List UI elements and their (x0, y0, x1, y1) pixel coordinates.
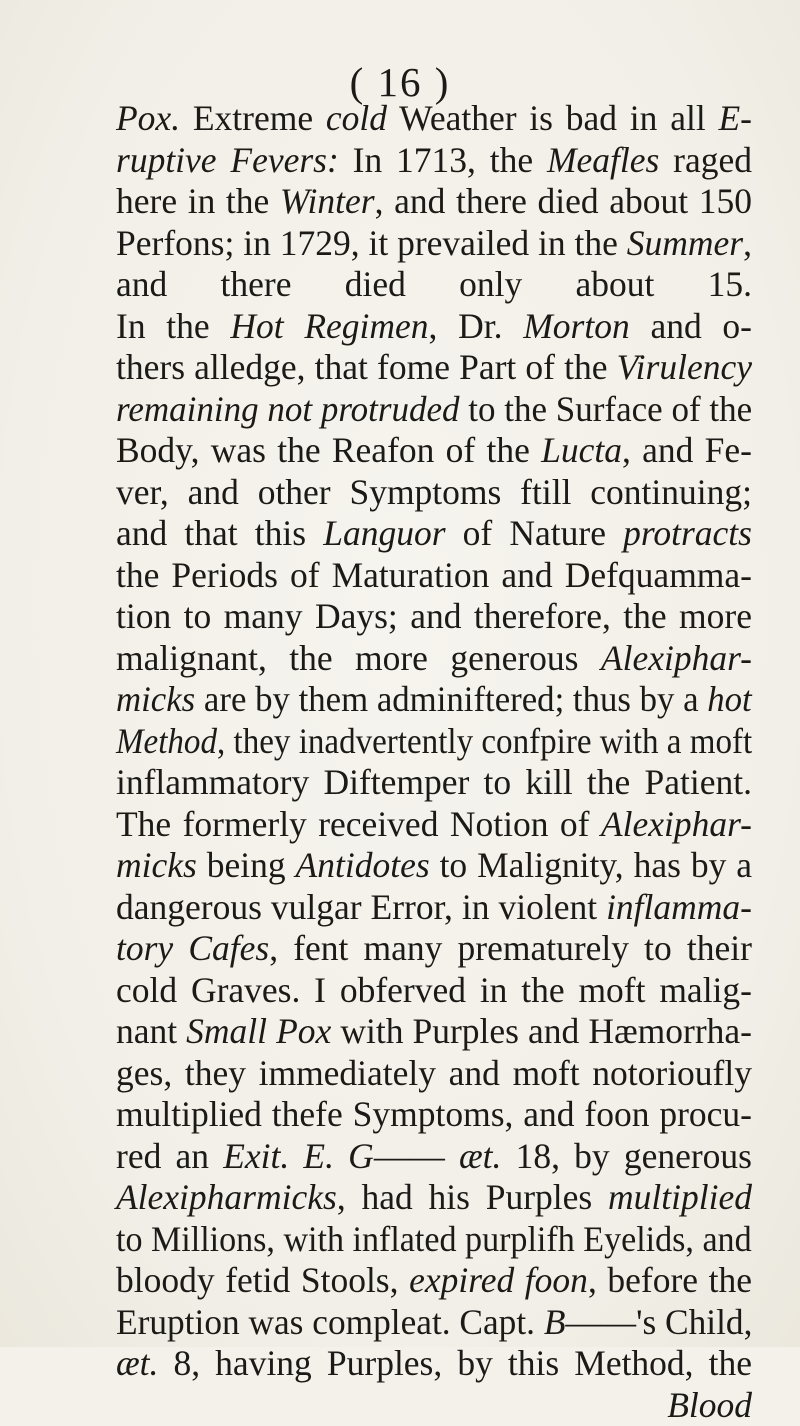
text-run: dangerous vulgar Error, in violent (116, 887, 606, 927)
text-run: ver, and other Symptoms ftill continuing; (116, 472, 752, 512)
text-line (116, 762, 752, 804)
italic-text-run: Alexiphar- (601, 638, 752, 678)
text-line (116, 1053, 752, 1095)
text-line (116, 1177, 752, 1219)
text-line (116, 679, 739, 721)
text-line (116, 264, 752, 306)
text-run: red an (116, 1136, 223, 1176)
italic-text-run: cold (326, 98, 387, 138)
text-run: —— (374, 1136, 459, 1176)
text-run: and there died only about 15. (116, 264, 752, 304)
text-run: ges, they immediately and moft notorioufly (116, 1053, 752, 1093)
italic-text-run: hot (707, 679, 751, 719)
italic-text-run: B (544, 1302, 566, 1342)
italic-text-run: tory Cafes (116, 928, 269, 968)
text-run: thers alledge, that fome Part of the (116, 347, 617, 387)
text-line (116, 1385, 752, 1426)
italic-text-run: Alexiphar- (601, 804, 752, 844)
text-run: Weather is bad in all (387, 98, 718, 138)
text-run: to the Surface of the (460, 389, 753, 429)
italic-text-run: Languor (323, 513, 445, 553)
text-run: and o- (630, 306, 752, 346)
text-line (116, 389, 743, 431)
italic-text-run: Morton (523, 306, 630, 346)
text-line (116, 181, 752, 223)
italic-text-run: Summer (627, 223, 743, 263)
text-line (116, 347, 752, 389)
text-line (116, 513, 752, 555)
text-run: being (197, 845, 296, 885)
italic-text-run: Meafles (547, 140, 659, 180)
italic-text-run: expired foon (409, 1260, 588, 1300)
text-line (116, 430, 752, 472)
text-run: here in the (116, 181, 280, 221)
italic-text-run: Virulency (617, 347, 752, 387)
body-text (116, 98, 752, 1426)
text-run: Body, was the Reafon of the (116, 430, 541, 470)
text-run: Eruption was compleat. Capt. (116, 1302, 544, 1342)
text-run: are by them adminiftered; thus by a (195, 679, 707, 719)
text-line (116, 555, 752, 597)
text-line (116, 1302, 749, 1344)
italic-text-run: Alexipharmicks (116, 1177, 337, 1217)
text-run: multiplied thefe Symptoms, and foon procu- (116, 1094, 752, 1134)
text-run: and that this (116, 513, 323, 553)
text-run: , Dr. (429, 306, 524, 346)
italic-text-run: Blood (667, 1385, 752, 1425)
text-run: the Periods of Maturation and Defquamma- (116, 555, 752, 595)
text-line (116, 804, 752, 846)
text-run: 8, having Purples, by this Method, the (158, 1343, 752, 1383)
text-run: In 1713, the (339, 140, 547, 180)
italic-text-run: ruptive Fevers: (116, 140, 339, 180)
italic-text-run: Exit. E. G (223, 1136, 374, 1176)
text-run: In the (116, 306, 230, 346)
text-line (116, 721, 708, 763)
page-number-header: ( 16 ) (0, 58, 800, 106)
italic-text-run: protracts (623, 513, 752, 553)
italic-text-run: Method (116, 721, 217, 761)
text-run: tion to many Days; and therefore, the more (116, 596, 752, 636)
italic-text-run: Small Pox (186, 1011, 331, 1051)
text-line (116, 98, 752, 140)
text-run: , (743, 223, 752, 263)
text-line (116, 306, 752, 348)
text-run: to Millions, with inflated purplifh Eyelids, and (116, 1219, 752, 1259)
italic-text-run: æt. (116, 1343, 158, 1383)
text-run: ——'s Child, (565, 1302, 752, 1342)
text-line (116, 223, 752, 265)
text-run: 18, by generous (501, 1136, 752, 1176)
text-line (116, 845, 752, 887)
italic-text-run: inflamma- (606, 887, 752, 927)
text-run: , and there died about 150 (375, 181, 752, 221)
italic-text-run: æt. (459, 1136, 501, 1176)
italic-text-run: micks (116, 845, 197, 885)
text-run: The formerly received Notion of (116, 804, 601, 844)
text-line (116, 970, 752, 1012)
text-line (116, 596, 752, 638)
text-line (116, 928, 752, 970)
italic-text-run: remaining not protruded (116, 389, 460, 429)
text-run: , before the (588, 1260, 752, 1300)
text-run: , they inadvertently confpire with a moft (217, 721, 752, 761)
italic-text-run: Winter (280, 181, 375, 221)
italic-text-run: E- (718, 98, 752, 138)
text-line (116, 140, 752, 182)
text-run: with Purples and Hæmorrha- (331, 1011, 752, 1051)
text-run: raged (659, 140, 752, 180)
text-run: inflammatory Diftemper to kill the Patient. (116, 762, 752, 802)
text-line (116, 1011, 752, 1053)
text-run: Perfons; in 1729, it prevailed in the (116, 223, 627, 263)
text-run: malignant, the more generous (116, 638, 601, 678)
text-line (116, 887, 752, 929)
text-run: , had his Purples (337, 1177, 608, 1217)
text-run: , and Fe- (622, 430, 752, 470)
text-run: of Nature (446, 513, 624, 553)
text-run: bloody fetid Stools, (116, 1260, 409, 1300)
italic-text-run: Antidotes (296, 845, 430, 885)
italic-text-run: Lucta (541, 430, 622, 470)
italic-text-run: Pox. (116, 98, 180, 138)
text-line (116, 1094, 752, 1136)
text-run: nant (116, 1011, 186, 1051)
text-line (116, 1343, 752, 1385)
text-run: Extreme (180, 98, 326, 138)
italic-text-run: Hot Regimen (230, 306, 428, 346)
text-run: , fent many prematurely to their (269, 928, 752, 968)
text-line (116, 1219, 726, 1261)
text-line (116, 638, 752, 680)
italic-text-run: multiplied (608, 1177, 752, 1217)
text-line (116, 472, 752, 514)
text-run: to Malignity, has by a (430, 845, 752, 885)
text-line (116, 1136, 752, 1178)
text-line (116, 1260, 752, 1302)
text-run: cold Graves. I obferved in the moft malig- (116, 970, 752, 1010)
italic-text-run: micks (116, 679, 195, 719)
